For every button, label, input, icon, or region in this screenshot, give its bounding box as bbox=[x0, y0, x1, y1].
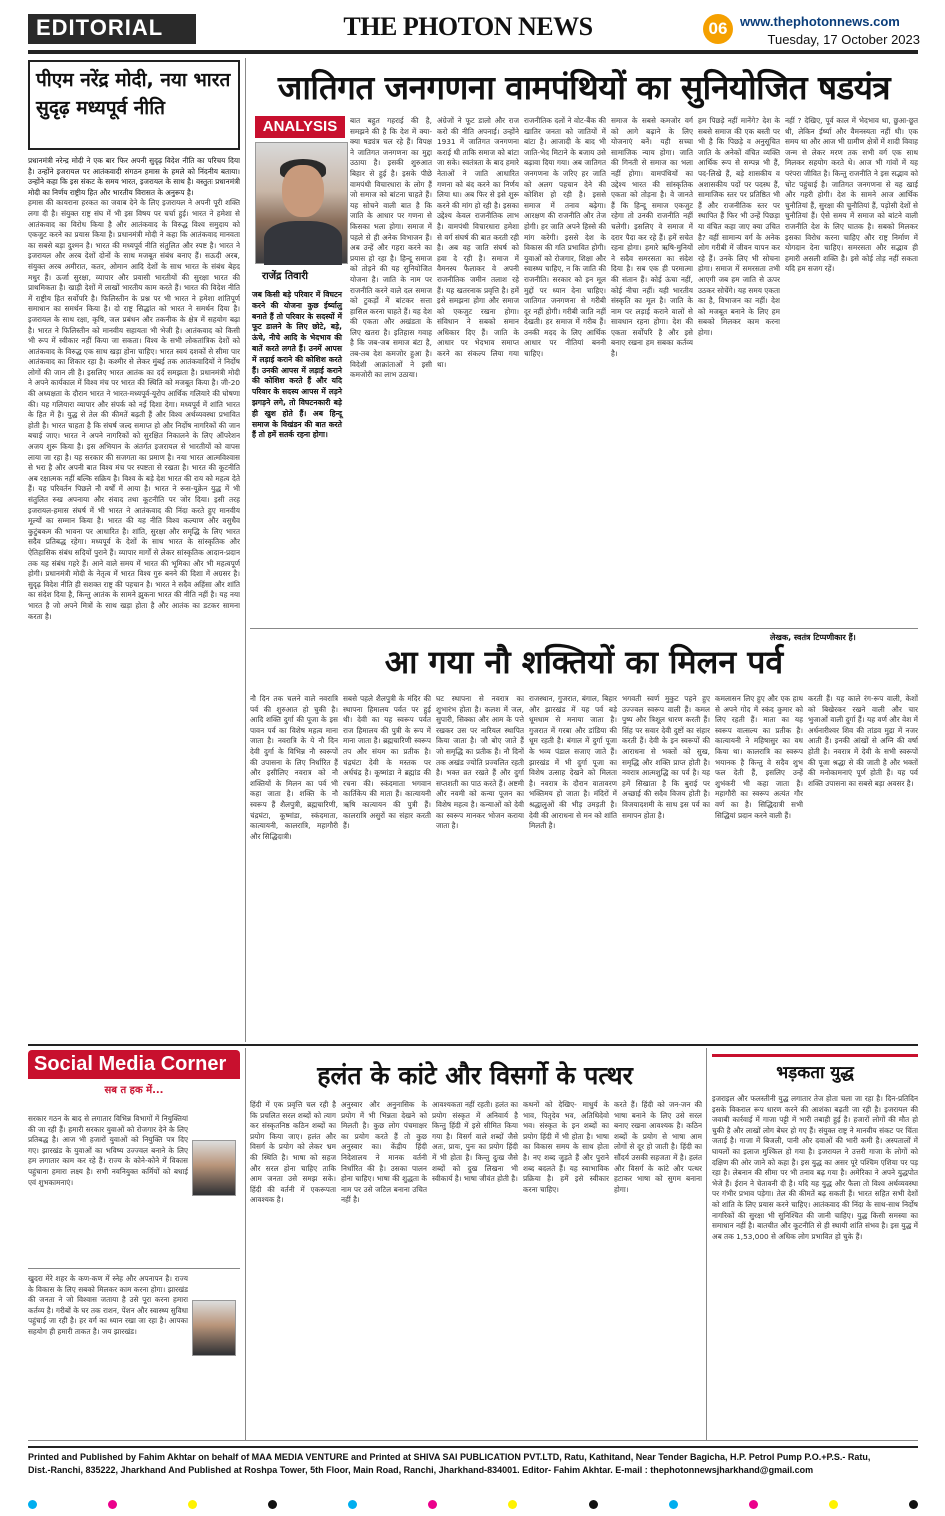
website-link[interactable]: www.thephotonnews.com bbox=[740, 14, 900, 29]
imprint-line-2: Dist.-Ranchi, 835222, Jharkhand And Published at Roshpa Tower, 5th Floor, Main Road, Ranchi, Jharkhand-834001. Editor- Fahim Akhtar. E-mail : thephotonnewsjharkhand@gmail.com bbox=[28, 1465, 814, 1475]
cyan-mark bbox=[669, 1500, 678, 1509]
magenta-mark bbox=[428, 1500, 437, 1509]
main-article-col-3 bbox=[524, 116, 606, 624]
main-headline: जातिगत जनगणना वामपंथियों का सुनियोजित षडयंत्र bbox=[277, 68, 891, 107]
left-article-text-cont: हमास की कायराना हरकत का जवाब देने के लिए इजरायल ने अपनी पूरी शक्ति लगा दी है। संयुक्त राष्ट्र संघ में भी इस विषय पर चर्चा हुई। भारत ने हमेशा से आतंकवाद का विरोध किया है और आतंकवाद के विरुद्ध विश्व समुदाय को एकजुट करने का प्रयास किया है। प्रधानमंत्री मोदी ने कहा कि आतंकवाद मानवता का सबसे बड़ा दुश्मन है। भारत की मध्यपूर्व नीति संतुलित और स्पष्ट है। भारत ने इजरायल और अरब देशों दोनों के साथ मजबूत संबंध बनाए हैं। सऊदी अरब, संयुक्त अरब अमीरात, कतर, ओमान आदि देशों के साथ भारत के संबंध बेहद मधुर हैं। ऊर्जा सुरक्षा, व्यापार और प्रवासी भारतीयों की सुरक्षा भारत की प्राथमिकता है। खाड़ी देशों में लाखों भारतीय काम करते हैं। भारत की विदेश नीति में राष्ट्रीय हित सर्वोपरि है। फिलिस्तीन के प्रश्न पर भी भारत ने हमेशा शांतिपूर्ण समाधान का समर्थन किया है। दो राष्ट्र सिद्धांत को भारत ने समर्थन दिया है। इजरायल के साथ रक्षा, कृषि, जल प्रबंधन और तकनीक के क्षेत्र में सहयोग बढ़ा है। भारत ने फिलिस्तीन को मानवीय सहायता भी भेजी है। आतंकवाद को किसी भी रूप में स्वीकार नहीं किया जा सकता। विश्व के सभी लोकतांत्रिक देशों को आतंकवाद के विरुद्ध एक साथ खड़ा होना चाहिए। भारत स्वयं दशकों से सीमा पार आतंकवाद का शिकार रहा है। कश्मीर से लेकर मुंबई तक आतंकवादियों ने निर्दोष लोगों की जान ली है। इसलिए भारत आतंक का दर्द समझता है। प्रधानमंत्री मोदी ने अपने कार्यकाल में विश्व मंच पर भारत की स्थिति को मजबूत किया है। जी-20 की अध्यक्षता के दौरान भारत ने भारत-मध्यपूर्व-यूरोप आर्थिक गलियारे की घोषणा की। यह गलियारा व्यापार और संपर्क को नई दिशा देगा। मध्यपूर्व में शांति भारत के हित में है। युद्ध से तेल की कीमतें बढ़ती हैं और विश्व अर्थव्यवस्था प्रभावित होती है। भारत चाहता है कि संघर्ष जल्द समाप्त हो और निर्दोष नागरिकों की जान बचाई जाए। भारत ने अपने नागरिकों को सुरक्षित निकालने के लिए ऑपरेशन अजय शुरू किया है। इस अभियान के अंतर्गत इजरायल से भारतीयों को वापस लाया जा रहा है। यह सरकार की सजगता का प्रमाण है। नया भारत आत्मविश्वास से भरा है और अपनी बात विश्व मंच पर स्पष्टता से रखता है। भारत की कूटनीति अब रक्षात्मक नहीं बल्कि सक्रिय है। विश्व के बड़े देश भारत की राय को महत्व देते हैं। यह परिवर्तन पिछले नौ वर्षों में आया है। भारत ने रूस-यूक्रेन युद्ध में भी संतुलित रुख अपनाया और संवाद तथा कूटनीति पर जोर दिया। इसी तरह इजरायल-हमास संघर्ष में भी भारत ने आतंकवाद की निंदा करते हुए मानवीय मूल्यों का सम्मान किया है। भारत की यह नीति विश्व कल्याण और वसुधैव कुटुंबकम की भावना पर आधारित है। शांति, सुरक्षा और समृद्धि के लिए भारत सदैव प्रतिबद्ध रहेगा। मध्यपूर्व के देशों के साथ भारत के सांस्कृतिक और ऐतिहासिक संबंध सदियों पुराने हैं। व्यापार मार्गों से लेकर सांस्कृतिक आदान-प्रदान तक यह संबंध गहरे हैं। आने वाले समय में भारत की भूमिका और भी महत्वपूर्ण होगी। प्रधानमंत्री मोदी के नेतृत्व में भारत विश्व गुरु बनने की दिशा में अग्रसर है। सुदृढ़ विदेश नीति ही सशक्त राष्ट्र की पहचान है। भारत ने सदैव अहिंसा और शांति का संदेश दिया है, किन्तु आतंक के सामने झुकना भारत की नीति नहीं है। यह नया भारत है जो अपने मित्रों के साथ खड़ा होता है और आतंक का डटकर सामना करता है। bbox=[28, 198, 240, 621]
halant-col-5 bbox=[614, 1100, 702, 1438]
navratri-text: करती हैं। यह काले रंग-रूप वाली, केशों को बिखेरकर रखने वाली और चार भुजाओं वाली दुर्गा हैं। यह वर्ण और वेश में अर्धनारीश्वर शिव की तांडव मुद्रा में नजर आती हैं। इनकी आंखों से अग्नि की वर्षा होती है। नवरात्र में देवी के सभी स्वरूपों की पूजा श्रद्धा से की जाती है और भक्तों की मनोकामनाएं पूर्ण होती हैं। यह पर्व शक्ति उपासना का सबसे बड़ा अवसर है। bbox=[808, 694, 918, 788]
masthead bbox=[328, 12, 608, 46]
halant-col-2 bbox=[341, 1100, 427, 1438]
main-article-col-6 bbox=[785, 116, 918, 628]
divider bbox=[28, 1268, 240, 1269]
page-number: 06 bbox=[703, 14, 733, 44]
divider bbox=[28, 1440, 918, 1441]
bhadka-text: इजराइल और फलस्तीनी युद्ध लगातार तेज होता चला जा रहा है। दिन-प्रतिदिन इसके विकराल रूप धारण करने की आशंका बढ़ती जा रही है। इजरायल की जवाबी कार्रवाई में गाजा पट्टी में भारी तबाही हुई है। हजारों लोगों की मौत हो चुकी है और लाखों लोग बेघर हो गए हैं। संयुक्त राष्ट्र ने मानवीय संकट पर चिंता जताई है। गाजा में बिजली, पानी और दवाओं की भारी कमी है। अस्पतालों में घायलों का इलाज मुश्किल हो गया है। इजरायल ने उत्तरी गाजा के लोगों को दक्षिण की ओर जाने को कहा है। इस युद्ध का असर पूरे पश्चिम एशिया पर पड़ रहा है। लेबनान की सीमा पर भी तनाव बढ़ गया है। अमेरिका ने अपने युद्धपोत भेजे हैं। ईरान ने चेतावनी दी है। यदि यह युद्ध और फैला तो विश्व अर्थव्यवस्था पर गंभीर प्रभाव पड़ेगा। तेल की कीमतें बढ़ सकती हैं। भारत सहित सभी देशों को शांति के लिए प्रयास करने चाहिए। आतंकवाद की निंदा के साथ-साथ निर्दोष नागरिकों की सुरक्षा भी सुनिश्चित की जानी चाहिए। युद्ध किसी समस्या का समाधान नहीं है। बातचीत और कूटनीति से ही स्थायी शांति संभव है। इस युद्ध में अब तक 1,53,000 से अधिक लोग प्रभावित हो चुके हैं। bbox=[712, 1094, 918, 1241]
navratri-col-5 bbox=[622, 694, 710, 1040]
cyan-mark bbox=[28, 1500, 37, 1509]
divider bbox=[706, 1048, 707, 1440]
navratri-text: सबसे पहले शैलपुत्री के मंदिर की स्थापना हिमालय पर्वत पर हुई थी। देवी का यह स्वरूप पर्वत राज हिमालय की पुत्री के रूप में माना जाता है। ब्रह्मचारिणी स्वरूप तप और संयम का प्रतीक है। चंद्रघंटा देवी के मस्तक पर अर्धचंद्र है। कूष्मांडा ने ब्रह्मांड की रचना की। स्कंदमाता भगवान कार्तिकेय की माता हैं। कात्यायनी ऋषि कात्यायन की पुत्री हैं। कालरात्रि असुरों का संहार करती हैं। bbox=[343, 694, 431, 831]
main-article-text: हम पिछड़े नहीं मानेंगे? देश के सबसे समाज की एक बस्ती पर भी है कि पिछड़े व अनुसूचित जाति के अनेकों वंचित व्यक्ति आर्थिक रूप से सम्पन्न भी हैं, पद-लिखे हैं, बड़े शासकीय व अशासकीय पदों पर पदस्थ हैं, सामाजिक स्तर पर प्रतिष्ठित भी हैं और राजनीतिक स्तर पर स्थापित हैं फिर भी उन्हें पिछड़ा या वंचित कहा जाए क्या उचित है? वहीं सामान्य वर्ग के अनेक लोग गरीबी में जीवन यापन कर रहे हैं। उनके लिए भी सोचना होगा। समाज में समरसता तभी आएगी जब हम जाति से ऊपर उठकर सोचेंगे। यह समय एकता का है, विभाजन का नहीं। देश को मजबूत बनाने के लिए हम सबको मिलकर काम करना होगा। bbox=[698, 116, 780, 337]
main-article-text: बात बहुत गहराई की है, समझने की है कि देश में क्या-क्या षड्यंत्र चल रहे हैं। विपक्ष ने जातिगत जनगणना का मुद्दा उठाया है। इसकी शुरुआत बिहार से हुई है। इसके पीछे वामपंथी विचारधारा के लोग हैं जो समाज को बांटना चाहते हैं। यह सोचने वाली बात है कि जाति के आधार पर गणना से किसका भला होगा। समाज में पहले से ही अनेक विभाजन हैं। अब उन्हें और गहरा करने का प्रयास हो रहा है। हिन्दू समाज को तोड़ने की यह सुनियोजित योजना है। जाति के नाम पर राजनीति करने वाले दल समाज को टुकड़ों में बांटकर सत्ता हासिल करना चाहते हैं। यह देश की एकता और अखंडता के लिए खतरा है। इतिहास गवाह है कि जब-जब समाज बंटा है, तब-तब देश कमजोर हुआ है। विदेशी आक्रांताओं ने इसी कमजोरी का लाभ उठाया। bbox=[350, 116, 432, 380]
social-media-tagline: सब त हक में... bbox=[104, 1085, 164, 1096]
main-article-text: नहीं ? देखिए, पूर्व काल में भेदभाव था, छुआ-छूत थी, लेकिन ईर्ष्या और वैमनस्यता नहीं थी। एक समय था और आज भी ग्रामीण क्षेत्रों में शादी विवाह जन्म से लेकर मरण तक सभी वर्ग एक साथ मिलकर सहयोग करते थे। आज भी गांवों में यह परंपरा जीवित है। किन्तु राजनीति ने इस सद्भाव को चोट पहुंचाई है। जातिगत जनगणना से यह खाई और गहरी होगी। देश के सामने आज आर्थिक चुनौतियां हैं, सुरक्षा की चुनौतियां हैं, पड़ोसी देशों से चुनौतियां हैं। ऐसे समय में समाज को बांटने वाली राजनीति देश के लिए घातक है। सबको मिलकर इसका विरोध करना चाहिए और राष्ट्र निर्माण में योगदान देना चाहिए। समरसता और सद्भाव ही हमारी असली शक्ति है। इसे कोई तोड़ नहीं सकता यदि हम सजग रहें। bbox=[785, 116, 918, 274]
photo-face bbox=[282, 165, 324, 217]
black-mark bbox=[909, 1500, 918, 1509]
divider bbox=[245, 58, 246, 1042]
navratri-col-7 bbox=[808, 694, 918, 1040]
main-article-col-4 bbox=[611, 116, 693, 624]
left-headline: पीएम नरेंद्र मोदी, नया भारत सुदृढ़ मध्यपूर्व नीति bbox=[28, 60, 240, 150]
black-mark bbox=[268, 1500, 277, 1509]
photo-body bbox=[264, 221, 342, 265]
left-article-body bbox=[28, 156, 240, 1040]
author-note: लेखक, स्वतंत्र टिप्पणीकार हैं। bbox=[770, 633, 856, 642]
bhadka-headline: भड़कता युद्ध bbox=[712, 1054, 918, 1086]
navratri-col-2 bbox=[343, 694, 431, 1040]
author-photo bbox=[255, 142, 348, 264]
analysis-label: ANALYSIS bbox=[255, 116, 345, 138]
left-article-text: प्रधानमंत्री नरेन्द्र मोदी ने एक बार फिर अपनी सुदृढ़ विदेश नीति का परिचय दिया है। उन्होंने इजरायल पर आतंकवादी संगठन हमास के हमले को निंदनीय बताया। उन्होंने कहा कि इस संकट के समय भारत, इजरायल के साथ है। वस्तुतः प्रधानमंत्री मोदी का निर्णय राष्ट्रीय हित और भारतीय विरासत के अनुरूप है। bbox=[28, 156, 240, 197]
masthead-text: THE PHOTON NEWS bbox=[343, 12, 593, 41]
social-post-text: खुदरा मेरे शहर के कण-कण में स्नेह और अपनापन है। राज्य के विकास के लिए सबको मिलकर काम करना होगा। झारखंड की जनता ने जो विश्वास जताया है उसे पूरा करना हमारा कर्तव्य है। गरीबों के घर तक राशन, पेंशन और स्वास्थ्य सुविधा पहुंचाई जा रही है। हर वर्ग का ध्यान रखा जा रहा है। आपका सहयोग ही हमारी ताकत है। जय झारखंड। bbox=[28, 1274, 188, 1336]
navratri-text: कमलासन लिए हुए और एक हाथ से अपने गोद में स्कंद कुमार को लिए रहती हैं। माता का यह स्वरूप वात्सल्य का प्रतीक है। कात्यायनी ने महिषासुर का वध किया था। कालरात्रि का स्वरूप भयानक है किन्तु वे सदैव शुभ फल देती हैं, इसलिए उन्हें शुभंकरी भी कहा जाता है। महागौरी का स्वरूप अत्यंत गौर वर्ण का है। सिद्धिदात्री सभी सिद्धियां प्रदान करने वाली हैं। bbox=[715, 694, 803, 820]
halant-text: करते हैं। हिंदी को जन-जन की भाषा बनाने के लिए उसे सरल बनाए रखना आवश्यक है। कठिन शब्दों के प्रयोग से भाषा आम लोगों से दूर हो जाती है। हिंदी का सौंदर्य उसकी सहजता में है। हलंत और विसर्ग के कांटे और पत्थर हटाकर भाषा को सुगम बनाना होगा। bbox=[614, 1100, 702, 1194]
navratri-col-6 bbox=[715, 694, 803, 1040]
navratri-text: नौ दिन तक चलने वाले नवरात्रि पर्व की शुरुआत हो चुकी है। आदि शक्ति दुर्गा की पूजा के इस पावन पर्व का विशेष महत्व माना जाता है। नवरात्रि के ये नौ दिन देवी दुर्गा के विभिन्न नौ स्वरूपों की उपासना के लिए निर्धारित हैं और इसीलिए नवरात्र को नौ शक्तियों के मिलन का पर्व भी कहा जाता है। शक्ति के नौ स्वरूप हैं शैलपुत्री, ब्रह्मचारिणी, चंद्रघंटा, कूष्मांडा, स्कंदमाता, कात्यायनी, कालरात्रि, महागौरी और सिद्धिदात्री। bbox=[250, 694, 338, 841]
main-article-col-5 bbox=[698, 116, 780, 624]
yellow-mark bbox=[188, 1500, 197, 1509]
social-post-1-avatar bbox=[192, 1140, 236, 1196]
social-media-title: Social Media Corner bbox=[28, 1050, 240, 1079]
imprint-footer bbox=[28, 1446, 918, 1496]
main-article-col-2 bbox=[437, 116, 519, 624]
halant-col-1 bbox=[250, 1100, 336, 1438]
halant-text: अनुस्वार और अनुनासिक के प्रयोग में भी भिन्नता देखने को मिलती है। कुछ लोग पंचमाक्षर का प्रयोग करते हैं तो कुछ अनुस्वार का। केंद्रीय हिंदी निदेशालय ने मानक वर्तनी निर्धारित की है। उसका पालन होना चाहिए। भाषा की शुद्धता के नाम पर उसे जटिल बनाना उचित नहीं है। bbox=[341, 1100, 427, 1205]
magenta-mark bbox=[108, 1500, 117, 1509]
social-post-text: सरकार गठन के बाद से लगातार विभिन्न विभागों में नियुक्तियां की जा रही हैं। हमारी सरकार युवाओं को रोजगार देने के लिए प्रतिबद्ध है। आज भी हजारों युवाओं को नियुक्ति पत्र दिए गए। झारखंड के युवाओं का भविष्य उज्ज्वल बनाने के लिए हम लगातार काम कर रहे हैं। राज्य के कोने-कोने में विकास पहुंचाना हमारा लक्ष्य है। सभी नवनियुक्त कर्मियों को बधाई एवं शुभकामनाएं। bbox=[28, 1114, 188, 1187]
main-article-col-1 bbox=[350, 116, 432, 624]
divider bbox=[28, 1044, 918, 1046]
social-post-2 bbox=[28, 1274, 188, 1436]
halant-text: कथनों को देखिए- माधुर्य के भाव, पितृदेव भव, अतिथिदेवो भव। संस्कृत के इन शब्दों का प्रयोग हिंदी में भी होता है। भाषा का विकास समय के साथ होता है। नए शब्द जुड़ते हैं और पुराने शब्द बदलते हैं। यह स्वाभाविक प्रक्रिया है। हमें इसे स्वीकार करना चाहिए। bbox=[523, 1100, 609, 1194]
header-rule bbox=[28, 50, 918, 54]
halant-text: हिंदी में एक प्रवृत्ति चल रही है कि प्रचलित सरल शब्दों को त्याग कर संस्कृतनिष्ठ कठिन शब्दों का प्रयोग किया जाए। हलंत और विसर्ग के प्रयोग को लेकर भ्रम की स्थिति है। भाषा को सहज और सरल होना चाहिए ताकि आम जनता उसे समझ सके। हिंदी की वर्तनी में एकरूपता आवश्यक है। bbox=[250, 1100, 336, 1205]
navratri-col-3 bbox=[436, 694, 524, 1040]
navratri-col-4 bbox=[529, 694, 617, 1040]
halant-text: आवश्यकता नहीं रहती। हलंत का प्रयोग संस्कृत में अनिवार्य है किन्तु हिंदी में इसे सीमित किया गया है। विसर्ग वाले शब्दों जैसे अतः, प्रायः, पुनः का प्रयोग हिंदी में भी होता है। किन्तु दुःख जैसे शब्दों को दुख लिखना भी स्वीकार्य है। भाषा जीवंत होती है। bbox=[432, 1100, 518, 1184]
halant-col-3 bbox=[432, 1100, 518, 1438]
social-post-2-avatar bbox=[192, 1300, 236, 1356]
halant-headline: हलंत के कांटे और विसर्गो के पत्थर bbox=[317, 1061, 633, 1090]
author-name: राजेंद्र तिवारी bbox=[262, 271, 309, 282]
cyan-mark bbox=[348, 1500, 357, 1509]
social-post-1 bbox=[28, 1114, 188, 1264]
yellow-mark bbox=[829, 1500, 838, 1509]
section-label: EDITORIAL bbox=[28, 14, 196, 44]
pull-quote bbox=[252, 290, 342, 602]
halant-col-4 bbox=[523, 1100, 609, 1438]
navratri-headline: आ गया नौ शक्तियों का मिलन पर्व bbox=[384, 643, 784, 681]
social-media-corner-heading bbox=[28, 1050, 240, 1108]
main-article-text: अंग्रेजों ने फूट डालो और राज करो की नीति अपनाई। उन्होंने 1931 में जातिगत जनगणना कराई थी ताकि समाज को बांटा जा सके। स्वतंत्रता के बाद हमारे नेताओं ने जाति आधारित गणना को बंद करने का निर्णय लिया था। अब फिर से इसे शुरू करने की मांग हो रही है। इसका उद्देश्य केवल राजनीतिक लाभ है। वामपंथी विचारधारा हमेशा से वर्ग संघर्ष की बात करती रही है। अब वह जाति संघर्ष को हवा दे रही है। समाज में वैमनस्य फैलाकर वे अपनी राजनीतिक जमीन तलाश रहे हैं। यह खतरनाक प्रवृत्ति है। हमें इसे समझना होगा और समाज को एकजुट रखना होगा। संविधान ने सबको समान अधिकार दिए हैं। जाति के आधार पर भेदभाव समाप्त करने का संकल्प लिया गया था। bbox=[437, 116, 519, 369]
navratri-col-1 bbox=[250, 694, 338, 1040]
main-article-text: समाज के सबसे कमजोर वर्ग को आगे बढ़ाने के लिए योजनाएं बनें। यही सच्चा सामाजिक न्याय होगा। जाति की गिनती से समाज का भला नहीं होगा। वामपंथियों का उद्देश्य भारत की सांस्कृतिक एकता को तोड़ना है। वे जानते हैं कि हिन्दू समाज एकजुट रहेगा तो उनकी राजनीति नहीं चलेगी। इसलिए वे समाज में दरार पैदा कर रहे हैं। हमें सचेत रहना होगा। हमारे ऋषि-मुनियों ने सदैव समरसता का संदेश दिया है। सब एक ही परमात्मा की संतान हैं। कोई ऊंचा नहीं, कोई नीचा नहीं। यही भारतीय संस्कृति का मूल है। जाति के नाम पर लड़ाई कराने वालों से सावधान रहना होगा। देश की एकता सर्वोपरि है और इसे बनाए रखना हम सबका कर्तव्य है। bbox=[611, 116, 693, 359]
registration-marks bbox=[28, 1500, 918, 1512]
divider bbox=[245, 1048, 246, 1440]
black-mark bbox=[589, 1500, 598, 1509]
bhadka-article-body bbox=[712, 1094, 918, 1438]
magenta-mark bbox=[749, 1500, 758, 1509]
imprint-line-1: Printed and Published by Fahim Akhtar on behalf of MAA MEDIA VENTURE and Printed at SHIVA SAI PUBLICATION PVT.LTD, Ratu, Kathitand, Near Tender Bagicha, H.P. Petrol Pump P.O.+P.S.- Ratu, bbox=[28, 1452, 871, 1462]
pull-quote-text: जब किसी बड़े परिवार में विघटन करने की योजना कुछ ईर्ष्यालु बनाते हैं तो परिवार के सदस्यों में फूट डालने के लिए छोटे, बड़े, ऊंचे, नीचे आदि के भेदभाव की बातें करते लगते हैं। उनमें आपस में लड़ाई कराने की कोशिश करते हैं। उनकी आपस में लड़ाई कराने की कोशिश करते हैं और यदि परिवार के सदस्य आपस में लड़ने झगड़ने लगे, तो विघटनकारी बड़े ही खुश होते हैं। अब हिन्दू समाज के विखंडन की बात करते हैं तो हमें सतर्क रहना होगा। bbox=[252, 290, 342, 440]
divider bbox=[250, 628, 918, 629]
navratri-text: भगवती स्वर्ण मुकुट पहने हुए उज्ज्वल स्वरूप वाली हैं। कमल पुष्प और त्रिशूल धारण करती हैं। सिंह पर सवार देवी दुष्टों का संहार करती हैं। देवी के इन स्वरूपों की आराधना से भक्तों को सुख, समृद्धि और शक्ति प्राप्त होती है। नवरात्र आत्मशुद्धि का पर्व है। यह हमें सिखाता है कि बुराई पर अच्छाई की सदैव विजय होती है। विजयादशमी के साथ इस पर्व का समापन होता है। bbox=[622, 694, 710, 820]
navratri-text: राजस्थान, गुजरात, बंगाल, बिहार और झारखंड में यह पर्व बड़े धूमधाम से मनाया जाता है। गुजरात में गरबा और डांडिया की धूम रहती है। बंगाल में दुर्गा पूजा के भव्य पंडाल सजाए जाते हैं। झारखंड में भी दुर्गा पूजा का विशेष उत्साह देखने को मिलता है। नवरात्र के दौरान वातावरण भक्तिमय हो जाता है। मंदिरों में श्रद्धालुओं की भीड़ उमड़ती है। देवी की आराधना से मन को शांति मिलती है। bbox=[529, 694, 617, 831]
main-article-text: राजनीतिक दलों ने वोट-बैंक की खातिर जनता को जातियों में बांटा है। आजादी के बाद भी जाति-भेद मिटाने के बजाय उसे बढ़ावा दिया गया। अब जातिगत जनगणना के जरिए हर जाति को अलग पहचान देने की कोशिश हो रही है। इससे समाज में तनाव बढ़ेगा। आरक्षण की राजनीति और तेज होगी। हर जाति अपने हिस्से की मांग करेगी। इससे देश के विकास की गति प्रभावित होगी। युवाओं को रोजगार, शिक्षा और स्वास्थ्य चाहिए, न कि जाति की राजनीति। सरकार को इन मूल मुद्दों पर ध्यान देना चाहिए। जातिगत जनगणना से गरीबी दूर नहीं होगी। गरीबी जाति नहीं देखती। हर समाज में गरीब हैं। उनकी मदद के लिए आर्थिक आधार पर नीतियां बननी चाहिए। bbox=[524, 116, 606, 359]
issue-date: Tuesday, 17 October 2023 bbox=[767, 32, 920, 47]
yellow-mark bbox=[508, 1500, 517, 1509]
navratri-text: घट स्थापना से नवरात्र का शुभारंभ होता है। कलश में जल, सुपारी, सिक्का और आम के पत्ते रखकर उस पर नारियल स्थापित किया जाता है। जौ बोए जाते हैं जो समृद्धि का प्रतीक हैं। नौ दिनों तक अखंड ज्योति प्रज्वलित रहती है। भक्त व्रत रखते हैं और दुर्गा सप्तशती का पाठ करते हैं। अष्टमी और नवमी को कन्या पूजन का विशेष महत्व है। कन्याओं को देवी का स्वरूप मानकर भोजन कराया जाता है। bbox=[436, 694, 524, 831]
